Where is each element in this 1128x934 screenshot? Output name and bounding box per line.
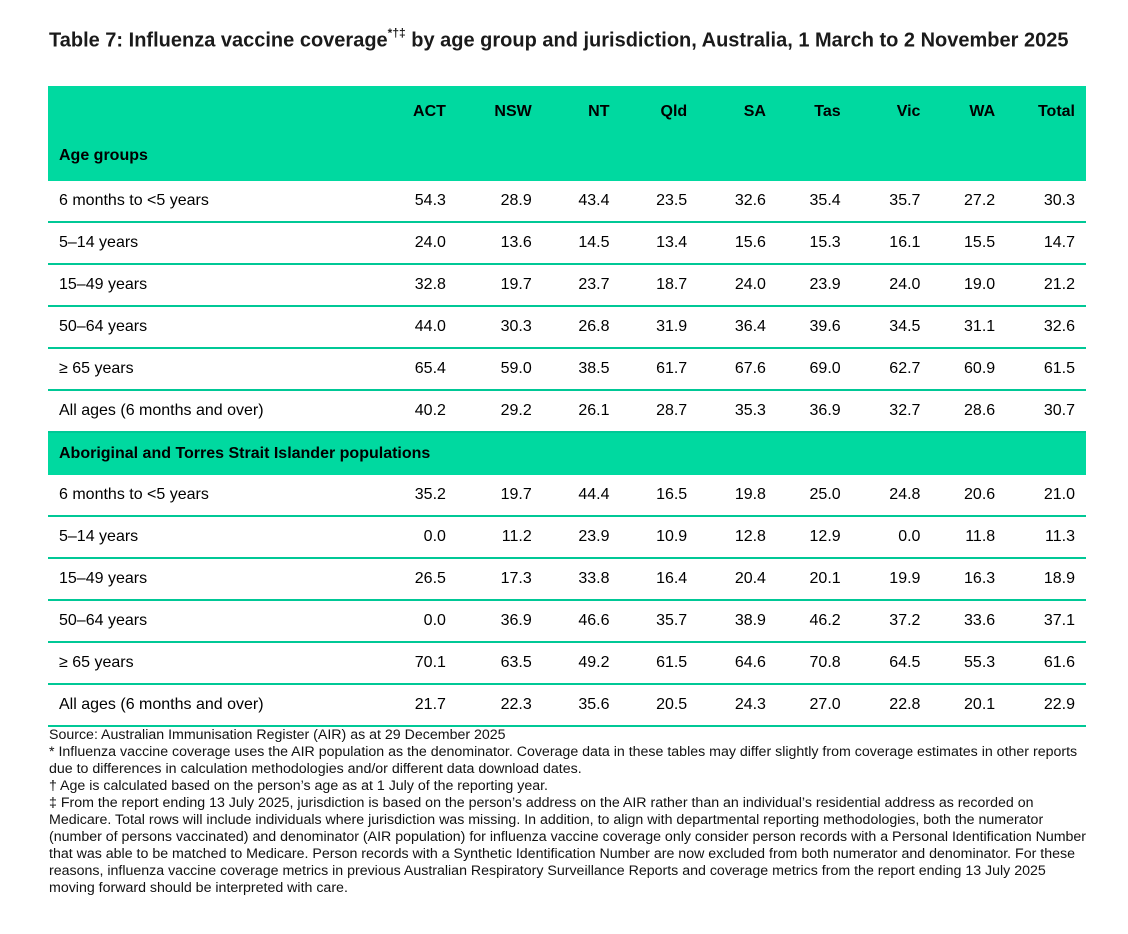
- row-label: All ages (6 months and over): [48, 390, 371, 432]
- cell-sa: 19.8: [698, 475, 777, 516]
- cell-tas: 20.1: [777, 558, 852, 600]
- cell-act: 0.0: [371, 516, 457, 558]
- table-row: [48, 516, 1086, 558]
- row-label: 50–64 years: [48, 600, 371, 642]
- cell-tas: 23.9: [777, 264, 852, 306]
- row-label: ≥ 65 years: [48, 642, 371, 684]
- cell-nt: 35.6: [543, 684, 621, 726]
- cell-qld: 18.7: [620, 264, 698, 306]
- cell-total: 32.6: [1006, 306, 1086, 348]
- cell-qld: 10.9: [620, 516, 698, 558]
- table-row: [48, 642, 1086, 684]
- table-row: [48, 600, 1086, 642]
- cell-tas: 35.4: [777, 181, 852, 222]
- cell-tas: 36.9: [777, 390, 852, 432]
- cell-sa: 24.3: [698, 684, 777, 726]
- table-row: [48, 222, 1086, 264]
- table-title: [49, 21, 1069, 55]
- cell-vic: 62.7: [852, 348, 932, 390]
- table-row: [48, 306, 1086, 348]
- column-header-qld: Qld: [620, 86, 698, 135]
- cell-nt: 23.7: [543, 264, 621, 306]
- cell-wa: 16.3: [931, 558, 1006, 600]
- cell-vic: 64.5: [852, 642, 932, 684]
- cell-total: 61.6: [1006, 642, 1086, 684]
- cell-act: 65.4: [371, 348, 457, 390]
- cell-vic: 35.7: [852, 181, 932, 222]
- cell-wa: 60.9: [931, 348, 1006, 390]
- cell-nt: 44.4: [543, 475, 621, 516]
- cell-tas: 25.0: [777, 475, 852, 516]
- cell-wa: 33.6: [931, 600, 1006, 642]
- cell-vic: 32.7: [852, 390, 932, 432]
- cell-nt: 26.1: [543, 390, 621, 432]
- cell-qld: 28.7: [620, 390, 698, 432]
- row-label: 50–64 years: [48, 306, 371, 348]
- table-row: [48, 558, 1086, 600]
- cell-sa: 24.0: [698, 264, 777, 306]
- cell-nt: 26.8: [543, 306, 621, 348]
- cell-nt: 23.9: [543, 516, 621, 558]
- cell-wa: 31.1: [931, 306, 1006, 348]
- footnote-age: † Age is calculated based on the person’s age as at 1 July of the reporting year.: [49, 778, 548, 794]
- cell-wa: 28.6: [931, 390, 1006, 432]
- cell-nt: 38.5: [543, 348, 621, 390]
- cell-act: 26.5: [371, 558, 457, 600]
- cell-nsw: 30.3: [457, 306, 543, 348]
- cell-act: 44.0: [371, 306, 457, 348]
- cell-wa: 11.8: [931, 516, 1006, 558]
- cell-act: 35.2: [371, 475, 457, 516]
- cell-nsw: 36.9: [457, 600, 543, 642]
- cell-total: 21.0: [1006, 475, 1086, 516]
- cell-wa: 27.2: [931, 181, 1006, 222]
- column-header-wa: WA: [931, 86, 1006, 135]
- cell-total: 21.2: [1006, 264, 1086, 306]
- footnote-jurisdiction: ‡ From the report ending 13 July 2025, jurisdiction is based on the person’s address on the AIR rather than an individual’s residential address as recorded on Medicare. Total rows will include individuals where jurisdiction was missing. In addition, to align with departmental reporting methodologies, both the numerator (number of persons vaccinated) and denominator (AIR population) for influenza vaccine coverage only consider person records with a Personal Identification Number that was able to be matched to Medicare. Person records with a Synthetic Identification Number are now excluded from both numerator and denominator. For these reasons, influenza vaccine coverage metrics in previous Australian Respiratory Surveillance Reports and coverage metrics from the report ending 13 July 2025 moving forward should be interpreted with care.: [49, 795, 1087, 896]
- cell-nsw: 59.0: [457, 348, 543, 390]
- row-label: 15–49 years: [48, 264, 371, 306]
- title-footnote-marks: *†‡: [387, 26, 406, 40]
- cell-qld: 23.5: [620, 181, 698, 222]
- cell-tas: 12.9: [777, 516, 852, 558]
- cell-qld: 31.9: [620, 306, 698, 348]
- column-header-vic: Vic: [852, 86, 932, 135]
- cell-sa: 38.9: [698, 600, 777, 642]
- cell-nsw: 13.6: [457, 222, 543, 264]
- title-suffix: by age group and jurisdiction, Australia, 1 March to 2 November 2025: [405, 29, 1069, 52]
- cell-vic: 16.1: [852, 222, 932, 264]
- row-label: ≥ 65 years: [48, 348, 371, 390]
- source-note: Source: Australian Immunisation Register (AIR) as at 29 December 2025: [49, 727, 506, 743]
- cell-qld: 16.4: [620, 558, 698, 600]
- cell-sa: 35.3: [698, 390, 777, 432]
- table-row: [48, 181, 1086, 222]
- cell-qld: 16.5: [620, 475, 698, 516]
- cell-act: 32.8: [371, 264, 457, 306]
- cell-vic: 19.9: [852, 558, 932, 600]
- cell-nt: 46.6: [543, 600, 621, 642]
- coverage-table: [48, 86, 1086, 727]
- cell-total: 18.9: [1006, 558, 1086, 600]
- table-row: [48, 390, 1086, 432]
- section-title: Aboriginal and Torres Strait Islander populations: [48, 432, 1086, 475]
- cell-wa: 20.6: [931, 475, 1006, 516]
- column-header-total: Total: [1006, 86, 1086, 135]
- cell-qld: 20.5: [620, 684, 698, 726]
- title-prefix: Table 7: Influenza vaccine coverage: [49, 29, 388, 52]
- cell-tas: 39.6: [777, 306, 852, 348]
- table-row: [48, 475, 1086, 516]
- section-header-indigenous: [48, 432, 1086, 475]
- cell-qld: 13.4: [620, 222, 698, 264]
- cell-qld: 35.7: [620, 600, 698, 642]
- cell-total: 30.7: [1006, 390, 1086, 432]
- cell-tas: 27.0: [777, 684, 852, 726]
- cell-qld: 61.5: [620, 642, 698, 684]
- cell-sa: 15.6: [698, 222, 777, 264]
- cell-vic: 22.8: [852, 684, 932, 726]
- cell-nsw: 63.5: [457, 642, 543, 684]
- cell-tas: 46.2: [777, 600, 852, 642]
- cell-sa: 67.6: [698, 348, 777, 390]
- cell-act: 0.0: [371, 600, 457, 642]
- cell-vic: 0.0: [852, 516, 932, 558]
- row-label: 15–49 years: [48, 558, 371, 600]
- cell-sa: 20.4: [698, 558, 777, 600]
- row-label: 6 months to <5 years: [48, 181, 371, 222]
- footnote-denominator: * Influenza vaccine coverage uses the AIR population as the denominator. Coverage data in these tables may differ slightly from coverage estimates in other reports due to differences in calculation methodologies and/or different data download dates.: [49, 744, 1078, 777]
- cell-qld: 61.7: [620, 348, 698, 390]
- cell-nsw: 19.7: [457, 264, 543, 306]
- column-header-act: ACT: [371, 86, 457, 135]
- row-label: All ages (6 months and over): [48, 684, 371, 726]
- cell-total: 37.1: [1006, 600, 1086, 642]
- section-title: Age groups: [48, 135, 1086, 181]
- cell-sa: 12.8: [698, 516, 777, 558]
- cell-tas: 15.3: [777, 222, 852, 264]
- cell-tas: 69.0: [777, 348, 852, 390]
- cell-nsw: 29.2: [457, 390, 543, 432]
- table-row: [48, 264, 1086, 306]
- table-row: [48, 684, 1086, 726]
- cell-nt: 14.5: [543, 222, 621, 264]
- column-header-tas: Tas: [777, 86, 852, 135]
- cell-sa: 36.4: [698, 306, 777, 348]
- cell-wa: 20.1: [931, 684, 1006, 726]
- cell-vic: 24.8: [852, 475, 932, 516]
- row-label: 5–14 years: [48, 516, 371, 558]
- cell-total: 30.3: [1006, 181, 1086, 222]
- footnotes: [49, 727, 1089, 897]
- column-header-sa: SA: [698, 86, 777, 135]
- cell-vic: 24.0: [852, 264, 932, 306]
- cell-nt: 49.2: [543, 642, 621, 684]
- age-groups-body: [48, 181, 1086, 432]
- cell-total: 14.7: [1006, 222, 1086, 264]
- cell-act: 21.7: [371, 684, 457, 726]
- cell-wa: 19.0: [931, 264, 1006, 306]
- cell-nt: 33.8: [543, 558, 621, 600]
- cell-nsw: 19.7: [457, 475, 543, 516]
- indigenous-body: [48, 475, 1086, 726]
- section-header-age-groups: [48, 135, 1086, 181]
- cell-nsw: 22.3: [457, 684, 543, 726]
- column-header-row: [48, 86, 1086, 135]
- cell-vic: 34.5: [852, 306, 932, 348]
- row-label: 5–14 years: [48, 222, 371, 264]
- table-row: [48, 348, 1086, 390]
- cell-wa: 15.5: [931, 222, 1006, 264]
- cell-act: 70.1: [371, 642, 457, 684]
- column-header-nsw: NSW: [457, 86, 543, 135]
- cell-sa: 64.6: [698, 642, 777, 684]
- column-header-nt: NT: [543, 86, 621, 135]
- cell-act: 24.0: [371, 222, 457, 264]
- cell-nsw: 28.9: [457, 181, 543, 222]
- cell-nsw: 17.3: [457, 558, 543, 600]
- cell-total: 61.5: [1006, 348, 1086, 390]
- cell-vic: 37.2: [852, 600, 932, 642]
- cell-sa: 32.6: [698, 181, 777, 222]
- cell-total: 11.3: [1006, 516, 1086, 558]
- cell-wa: 55.3: [931, 642, 1006, 684]
- cell-act: 54.3: [371, 181, 457, 222]
- cell-act: 40.2: [371, 390, 457, 432]
- row-label: 6 months to <5 years: [48, 475, 371, 516]
- cell-nt: 43.4: [543, 181, 621, 222]
- column-header-blank: [48, 86, 371, 135]
- cell-total: 22.9: [1006, 684, 1086, 726]
- cell-tas: 70.8: [777, 642, 852, 684]
- cell-nsw: 11.2: [457, 516, 543, 558]
